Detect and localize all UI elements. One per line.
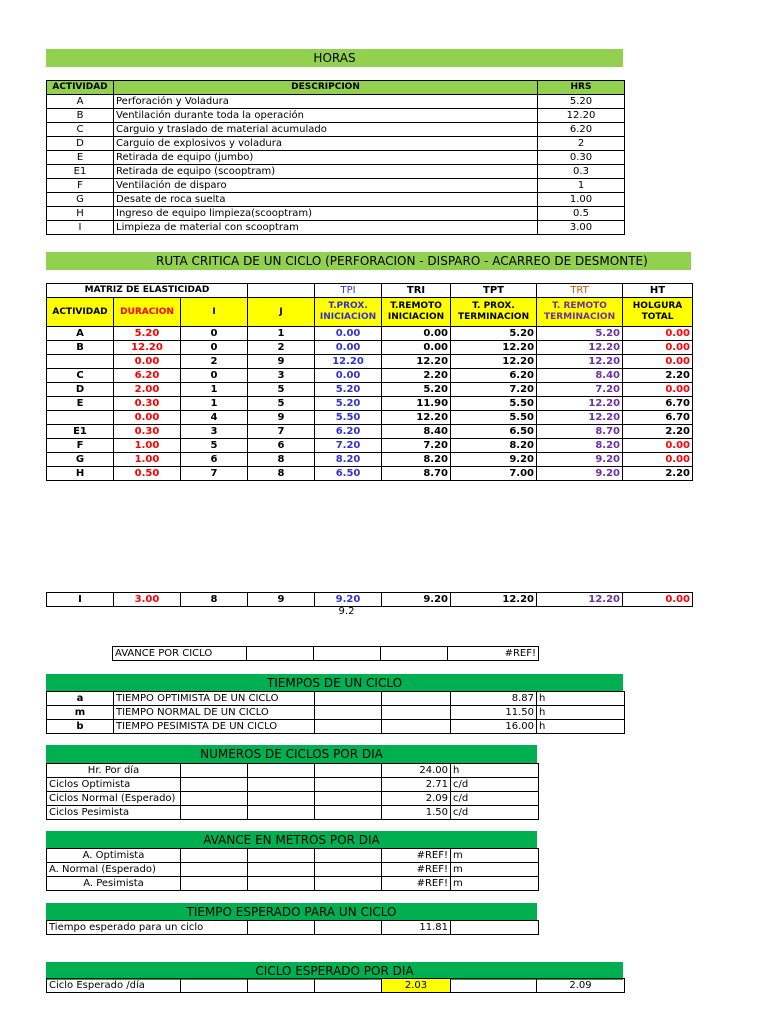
cell-unit: m — [451, 849, 539, 863]
header-tpt: T. PROX. TERMINACION — [451, 298, 537, 327]
horas-title: HORAS — [46, 49, 623, 67]
empty-cell — [315, 720, 382, 734]
cell-ht: 0.00 — [623, 383, 693, 397]
cell-actividad: D — [47, 383, 114, 397]
cell-tpi: 8.20 — [315, 453, 382, 467]
cell-j: 9 — [248, 593, 315, 607]
horas-row — [47, 137, 625, 151]
empty-cell — [315, 706, 382, 720]
cell-tpi: 7.20 — [315, 439, 382, 453]
cell-symbol: m — [47, 706, 114, 720]
short-header-ht: HT — [623, 284, 693, 298]
cell-i: 6 — [181, 453, 248, 467]
cell-duracion: 6.20 — [114, 369, 181, 383]
empty-cell — [248, 284, 315, 298]
cell-tpt: 7.00 — [451, 467, 537, 481]
cell-tri: 0.00 — [382, 341, 451, 355]
horas-row — [47, 165, 625, 179]
cell-i: 1 — [181, 397, 248, 411]
ciclos-dia-title: NUMEROS DE CICLOS POR DIA — [46, 745, 537, 763]
ruta-row — [47, 397, 693, 411]
cell-tpi: 6.20 — [315, 425, 382, 439]
cell-ht: 0.00 — [623, 355, 693, 369]
empty-cell — [248, 849, 315, 863]
horas-table — [46, 80, 625, 235]
cell-hrs: 6.20 — [538, 123, 625, 137]
cell-duracion: 3.00 — [114, 593, 181, 607]
cell-label: A. Pesimista — [47, 877, 181, 891]
cell-ht: 0.00 — [623, 593, 693, 607]
cell-j: 8 — [248, 467, 315, 481]
cell-tri: 8.70 — [382, 467, 451, 481]
cell-actividad: C — [47, 123, 114, 137]
cell-i: 4 — [181, 411, 248, 425]
cell-j: 3 — [248, 369, 315, 383]
cell-label: Ciclos Normal (Esperado) — [47, 792, 181, 806]
ruta-header-row — [47, 298, 693, 327]
cell-label: Ciclos Optimista — [47, 778, 181, 792]
cell-i: 5 — [181, 439, 248, 453]
cell-duracion: 0.00 — [114, 355, 181, 369]
cell-actividad: F — [47, 179, 114, 193]
ciclos-row — [47, 792, 539, 806]
ruta-row — [47, 383, 693, 397]
header-tpi: T.PROX. INICIACION — [315, 298, 382, 327]
cell-actividad: G — [47, 193, 114, 207]
cell-tri: 8.20 — [382, 453, 451, 467]
tiempo-esperado-table — [46, 920, 539, 935]
cell-unit: c/d — [451, 792, 539, 806]
ruta-row — [47, 355, 693, 369]
cell-tpt: 5.50 — [451, 411, 537, 425]
cell-trt: 9.20 — [537, 467, 623, 481]
cell-label: Ciclos Pesimista — [47, 806, 181, 820]
cell-actividad: I — [47, 593, 114, 607]
cell-duracion: 0.50 — [114, 467, 181, 481]
cell-duracion: 5.20 — [114, 327, 181, 341]
cell-descripcion: Carguio y traslado de material acumulado — [114, 123, 538, 137]
cell-tri: 11.90 — [382, 397, 451, 411]
cell-i: 0 — [181, 341, 248, 355]
cell-j: 8 — [248, 453, 315, 467]
cell-ht: 2.20 — [623, 425, 693, 439]
cell-duracion: 0.30 — [114, 425, 181, 439]
empty-cell — [181, 849, 248, 863]
header-actividad: ACTIVIDAD — [47, 81, 114, 95]
cell-actividad: B — [47, 109, 114, 123]
cell-tpi: 12.20 — [315, 355, 382, 369]
empty-cell — [248, 778, 315, 792]
avance-ciclo-value: #REF! — [448, 647, 539, 661]
tiempos-title: TIEMPOS DE UN CICLO — [46, 674, 623, 692]
empty-cell — [248, 979, 315, 993]
ciclos-row — [47, 778, 539, 792]
empty-cell — [248, 764, 315, 778]
cell-hrs: 0.30 — [538, 151, 625, 165]
cell-actividad — [47, 355, 114, 369]
short-header-tpi: TPI — [315, 284, 382, 298]
cell-trt: 12.20 — [537, 341, 623, 355]
tiempos-table — [46, 691, 625, 734]
cell-value: 2.09 — [382, 792, 451, 806]
ciclo-esperado-title: CICLO ESPERADO POR DIA — [46, 962, 623, 980]
cell-tpi: 5.50 — [315, 411, 382, 425]
cell-trt: 8.40 — [537, 369, 623, 383]
cell-actividad: E1 — [47, 165, 114, 179]
cell-tpt: 7.20 — [451, 383, 537, 397]
empty-cell — [248, 863, 315, 877]
cell-unit: m — [451, 863, 539, 877]
empty-cell — [315, 792, 382, 806]
cell-tpt: 12.20 — [451, 341, 537, 355]
cell-tpi: 0.00 — [315, 341, 382, 355]
cell-tpi: 6.50 — [315, 467, 382, 481]
cell-value: 1.50 — [382, 806, 451, 820]
cell-tpt: 5.50 — [451, 397, 537, 411]
empty-cell — [451, 979, 537, 993]
header-descripcion: DESCRIPCION — [114, 81, 538, 95]
cell-duracion: 1.00 — [114, 453, 181, 467]
ruta-row — [47, 439, 693, 453]
header-j: J — [248, 298, 315, 327]
cell-tpt: 9.20 — [451, 453, 537, 467]
ciclo-esperado-table — [46, 978, 625, 993]
cell-tpi: 0.00 — [315, 369, 382, 383]
cell-hrs: 2 — [538, 137, 625, 151]
cell-ht: 6.70 — [623, 411, 693, 425]
empty-cell — [248, 877, 315, 891]
horas-row — [47, 207, 625, 221]
cell-actividad: A — [47, 327, 114, 341]
cell-trt: 7.20 — [537, 383, 623, 397]
empty-cell — [181, 806, 248, 820]
cell-actividad: H — [47, 207, 114, 221]
tiempo-esperado-row — [47, 921, 539, 935]
horas-header-row — [47, 81, 625, 95]
empty-cell — [314, 647, 381, 661]
cell-actividad: E — [47, 397, 114, 411]
ruta-row-i-table — [46, 592, 693, 607]
cell-hrs: 1 — [538, 179, 625, 193]
empty-cell — [451, 921, 539, 935]
cell-hrs: 3.00 — [538, 221, 625, 235]
cell-actividad: F — [47, 439, 114, 453]
cell-label: A. Optimista — [47, 849, 181, 863]
cell-value: 24.00 — [382, 764, 451, 778]
cell-i: 3 — [181, 425, 248, 439]
empty-cell — [315, 849, 382, 863]
cell-descripcion: Desate de roca suelta — [114, 193, 538, 207]
cell-ht: 0.00 — [623, 327, 693, 341]
horas-row — [47, 95, 625, 109]
ruta-title: RUTA CRITICA DE UN CICLO (PERFORACION - DISPARO - ACARREO DE DESMONTE) — [46, 252, 691, 270]
cell-descripcion: Perforación y Voladura — [114, 95, 538, 109]
horas-row — [47, 123, 625, 137]
cell-value: 16.00 — [451, 720, 537, 734]
cell-value: #REF! — [382, 877, 451, 891]
cell-i: 7 — [181, 467, 248, 481]
empty-cell — [315, 979, 382, 993]
cell-i: 2 — [181, 355, 248, 369]
empty-cell — [382, 720, 451, 734]
cell-label: TIEMPO OPTIMISTA DE UN CICLO — [114, 692, 315, 706]
cell-tpt: 5.20 — [451, 327, 537, 341]
cell-tpt: 12.20 — [451, 593, 537, 607]
cell-i: 0 — [181, 327, 248, 341]
ciclo-esperado-label: Ciclo Esperado /día — [47, 979, 181, 993]
ruta-row — [47, 327, 693, 341]
ruta-row — [47, 341, 693, 355]
empty-cell — [248, 792, 315, 806]
cell-actividad: E1 — [47, 425, 114, 439]
empty-cell — [315, 692, 382, 706]
cell-value: 8.87 — [451, 692, 537, 706]
cell-tri: 2.20 — [382, 369, 451, 383]
cell-descripcion: Ingreso de equipo limpieza(scooptram) — [114, 207, 538, 221]
cell-trt: 12.20 — [537, 411, 623, 425]
cell-descripcion: Limpieza de material con scooptram — [114, 221, 538, 235]
empty-cell — [247, 647, 314, 661]
cell-duracion: 12.20 — [114, 341, 181, 355]
cell-hrs: 1.00 — [538, 193, 625, 207]
empty-cell — [315, 778, 382, 792]
cell-j: 6 — [248, 439, 315, 453]
cell-unit: m — [451, 877, 539, 891]
tiempos-row — [47, 720, 625, 734]
cell-value: 2.71 — [382, 778, 451, 792]
short-header-tri: TRI — [382, 284, 451, 298]
tiempos-row — [47, 706, 625, 720]
cell-ht: 2.20 — [623, 369, 693, 383]
cell-descripcion: Retirada de equipo (jumbo) — [114, 151, 538, 165]
ruta-row — [47, 467, 693, 481]
cell-hrs: 12.20 — [538, 109, 625, 123]
cell-unit: h — [537, 692, 625, 706]
avance-dia-title: AVANCE EN METROS POR DIA — [46, 831, 537, 849]
tiempo-esperado-label: Tiempo esperado para un ciclo — [47, 921, 248, 935]
ciclos-row — [47, 764, 539, 778]
cell-value: 11.50 — [451, 706, 537, 720]
ruta-shortheader-row — [47, 284, 693, 298]
cell-value: #REF! — [382, 849, 451, 863]
cell-value: #REF! — [382, 863, 451, 877]
cell-actividad: B — [47, 341, 114, 355]
cell-tri: 9.20 — [382, 593, 451, 607]
empty-cell — [315, 877, 382, 891]
cell-j: 9 — [248, 411, 315, 425]
cell-tri: 12.20 — [382, 411, 451, 425]
empty-cell — [181, 778, 248, 792]
below-i-value: 9.2 — [338, 606, 355, 617]
empty-cell — [381, 647, 448, 661]
cell-tpi: 0.00 — [315, 327, 382, 341]
cell-trt: 8.70 — [537, 425, 623, 439]
ruta-row — [47, 425, 693, 439]
cell-ht: 0.00 — [623, 439, 693, 453]
empty-cell — [315, 764, 382, 778]
horas-row — [47, 193, 625, 207]
cell-i: 0 — [181, 369, 248, 383]
cell-tpi: 9.20 — [315, 593, 382, 607]
ruta-row-i — [47, 593, 693, 607]
matriz-label: MATRIZ DE ELASTICIDAD — [47, 284, 248, 298]
cell-trt: 9.20 — [537, 453, 623, 467]
cell-label: Hr. Por día — [47, 764, 181, 778]
cell-j: 1 — [248, 327, 315, 341]
ruta-row — [47, 453, 693, 467]
cell-tpt: 6.50 — [451, 425, 537, 439]
cell-tpt: 8.20 — [451, 439, 537, 453]
cell-j: 7 — [248, 425, 315, 439]
cell-descripcion: Ventilación durante toda la operación — [114, 109, 538, 123]
ruta-row — [47, 411, 693, 425]
header-trt: T. REMOTO TERMINACION — [537, 298, 623, 327]
cell-trt: 12.20 — [537, 593, 623, 607]
cell-ht: 0.00 — [623, 341, 693, 355]
cell-descripcion: Carguio de explosivos y voladura — [114, 137, 538, 151]
empty-cell — [248, 921, 315, 935]
cell-actividad: I — [47, 221, 114, 235]
cell-unit: h — [537, 720, 625, 734]
cell-actividad: C — [47, 369, 114, 383]
cell-trt: 12.20 — [537, 355, 623, 369]
cell-j: 5 — [248, 383, 315, 397]
cell-unit: c/d — [451, 806, 539, 820]
cell-descripcion: Retirada de equipo (scooptram) — [114, 165, 538, 179]
cell-hrs: 0.3 — [538, 165, 625, 179]
cell-ht: 0.00 — [623, 453, 693, 467]
empty-cell — [382, 706, 451, 720]
header-duracion: DURACION — [114, 298, 181, 327]
short-header-trt: TRT — [537, 284, 623, 298]
cell-symbol: b — [47, 720, 114, 734]
avance-ciclo-label: AVANCE POR CICLO — [113, 647, 247, 661]
cell-unit: c/d — [451, 778, 539, 792]
avance-ciclo-table — [112, 646, 539, 661]
ciclo-esperado-value-2: 2.09 — [537, 979, 625, 993]
cell-duracion: 1.00 — [114, 439, 181, 453]
empty-cell — [315, 921, 382, 935]
cell-actividad — [47, 411, 114, 425]
empty-cell — [382, 692, 451, 706]
cell-tpt: 6.20 — [451, 369, 537, 383]
cell-trt: 12.20 — [537, 397, 623, 411]
cell-label: TIEMPO PESIMISTA DE UN CICLO — [114, 720, 315, 734]
horas-row — [47, 179, 625, 193]
avance-row — [47, 849, 539, 863]
cell-unit: h — [537, 706, 625, 720]
avance-row — [47, 863, 539, 877]
cell-trt: 5.20 — [537, 327, 623, 341]
ruta-table — [46, 283, 693, 481]
header-tri: T.REMOTO INICIACION — [382, 298, 451, 327]
cell-tri: 7.20 — [382, 439, 451, 453]
horas-row — [47, 109, 625, 123]
avance-dia-table — [46, 848, 539, 891]
empty-cell — [181, 863, 248, 877]
cell-actividad: E — [47, 151, 114, 165]
cell-actividad: A — [47, 95, 114, 109]
cell-j: 2 — [248, 341, 315, 355]
cell-hrs: 0.5 — [538, 207, 625, 221]
cell-unit: h — [451, 764, 539, 778]
cell-tri: 0.00 — [382, 327, 451, 341]
cell-ht: 6.70 — [623, 397, 693, 411]
cell-tpi: 5.20 — [315, 397, 382, 411]
cell-i: 8 — [181, 593, 248, 607]
cell-tri: 5.20 — [382, 383, 451, 397]
cell-actividad: G — [47, 453, 114, 467]
ciclo-esperado-value-1: 2.03 — [382, 979, 451, 993]
cell-tpi: 5.20 — [315, 383, 382, 397]
cell-duracion: 2.00 — [114, 383, 181, 397]
tiempos-row — [47, 692, 625, 706]
header-hrs: HRS — [538, 81, 625, 95]
empty-cell — [181, 979, 248, 993]
cell-tpt: 12.20 — [451, 355, 537, 369]
horas-row — [47, 151, 625, 165]
cell-duracion: 0.00 — [114, 411, 181, 425]
header-ht: HOLGURA TOTAL — [623, 298, 693, 327]
cell-j: 9 — [248, 355, 315, 369]
avance-ciclo-row — [113, 647, 539, 661]
cell-label: A. Normal (Esperado) — [47, 863, 181, 877]
cell-tri: 12.20 — [382, 355, 451, 369]
cell-label: TIEMPO NORMAL DE UN CICLO — [114, 706, 315, 720]
cell-tri: 8.40 — [382, 425, 451, 439]
cell-symbol: a — [47, 692, 114, 706]
cell-actividad: D — [47, 137, 114, 151]
cell-descripcion: Ventilación de disparo — [114, 179, 538, 193]
empty-cell — [181, 877, 248, 891]
horas-row — [47, 221, 625, 235]
cell-ht: 2.20 — [623, 467, 693, 481]
header-i: I — [181, 298, 248, 327]
empty-cell — [315, 863, 382, 877]
ciclos-row — [47, 806, 539, 820]
short-header-tpt: TPT — [451, 284, 537, 298]
tiempo-esperado-value: 11.81 — [382, 921, 451, 935]
empty-cell — [315, 806, 382, 820]
tiempo-esperado-title: TIEMPO ESPERADO PARA UN CICLO — [46, 903, 537, 921]
cell-trt: 8.20 — [537, 439, 623, 453]
avance-row — [47, 877, 539, 891]
cell-duracion: 0.30 — [114, 397, 181, 411]
ciclo-esperado-row — [47, 979, 625, 993]
empty-cell — [181, 764, 248, 778]
ruta-row — [47, 369, 693, 383]
cell-j: 5 — [248, 397, 315, 411]
ciclos-dia-table — [46, 763, 539, 820]
cell-hrs: 5.20 — [538, 95, 625, 109]
cell-actividad: H — [47, 467, 114, 481]
cell-i: 1 — [181, 383, 248, 397]
empty-cell — [181, 792, 248, 806]
header-actividad: ACTIVIDAD — [47, 298, 114, 327]
empty-cell — [248, 806, 315, 820]
